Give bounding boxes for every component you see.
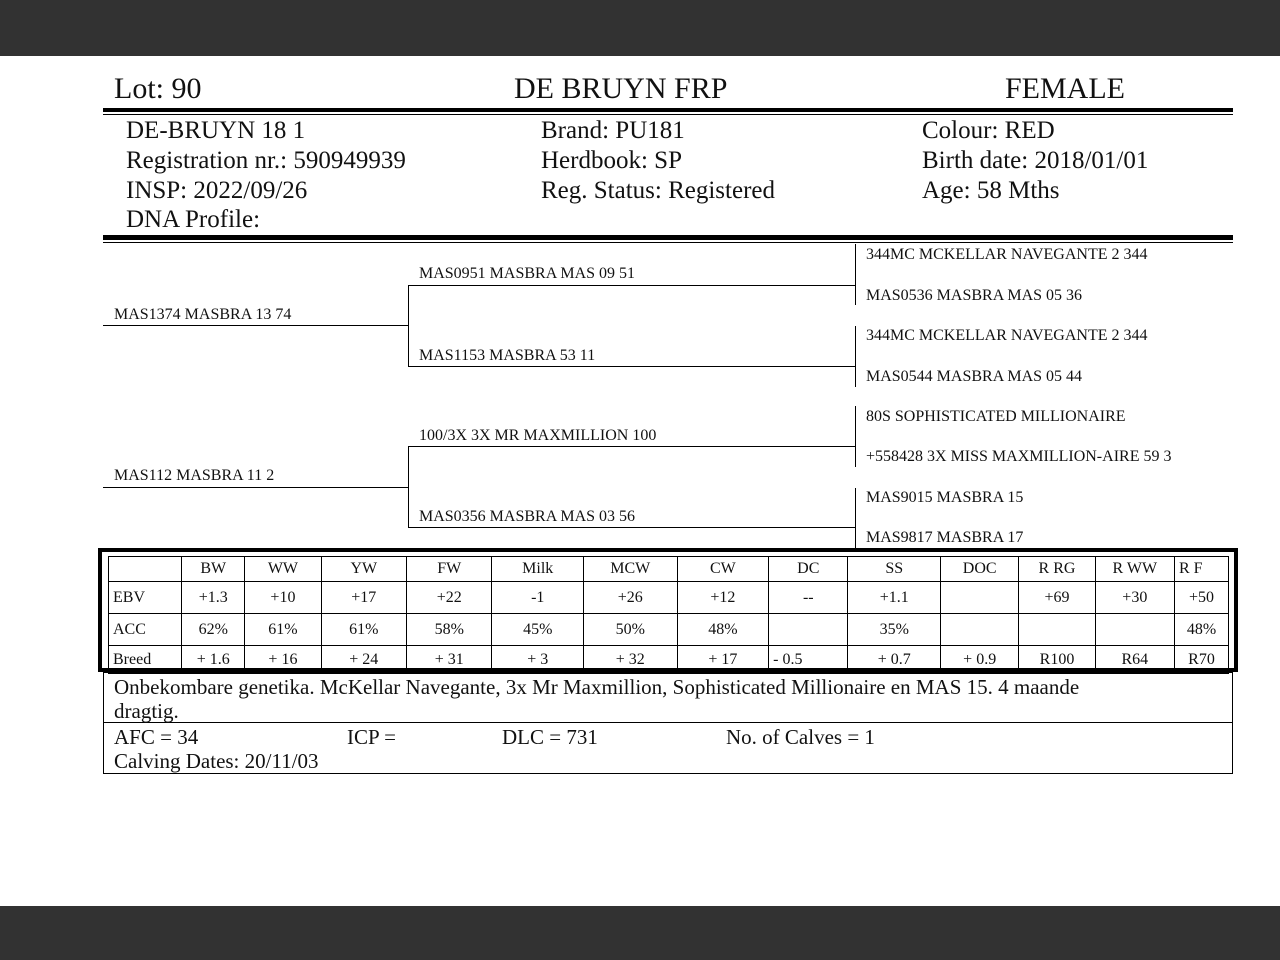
dna-profile: DNA Profile: (126, 206, 261, 233)
pedigree-bracket (408, 446, 409, 528)
ebv-cell (1095, 614, 1174, 646)
pedigree-sire-sire: MAS0951 MASBRA MAS 09 51 (419, 265, 636, 282)
ebv-cell: +22 (407, 582, 492, 614)
pedigree-bracket (855, 244, 856, 305)
ebv-cell: -1 (492, 582, 584, 614)
ebv-table (108, 556, 1229, 674)
inspection-date: INSP: 2022/09/26 (126, 177, 308, 204)
animal-name: DE-BRUYN 18 1 (126, 117, 306, 144)
ebv-header-cell: R F (1174, 557, 1228, 582)
pedigree-gg: MAS9015 MASBRA 15 (866, 489, 1024, 506)
ebv-cell: +10 (245, 582, 321, 614)
ebv-cell: - 0.5 (769, 646, 848, 674)
pedigree-line (408, 446, 855, 447)
ebv-header-cell: SS (848, 557, 941, 582)
ebv-cell: 61% (321, 614, 406, 646)
ebv-row-label: EBV (109, 582, 182, 614)
info-rule-thick (103, 235, 1233, 240)
ebv-cell: + 31 (407, 646, 492, 674)
ebv-row (109, 614, 1229, 646)
ebv-cell: + 0.7 (848, 646, 941, 674)
ebv-row-label: Breed (109, 646, 182, 674)
ebv-cell: 35% (848, 614, 941, 646)
ebv-cell: 62% (182, 614, 245, 646)
ebv-cell: 58% (407, 614, 492, 646)
herdbook: Herdbook: SP (541, 147, 682, 174)
ebv-cell: +50 (1174, 582, 1228, 614)
pedigree-sire: MAS1374 MASBRA 13 74 (114, 306, 292, 323)
dlc: DLC = 731 (502, 725, 598, 749)
ebv-cell: + 1.6 (182, 646, 245, 674)
pedigree-gg: MAS0544 MASBRA MAS 05 44 (866, 368, 1083, 385)
pedigree-line (103, 487, 408, 488)
pedigree-line (408, 366, 855, 367)
ebv-header-cell: DOC (941, 557, 1019, 582)
pedigree-gg: 344MC MCKELLAR NAVEGANTE 2 344 (866, 246, 1148, 263)
ebv-cell: + 24 (321, 646, 406, 674)
ebv-cell (941, 614, 1019, 646)
animal-sex: FEMALE (1005, 72, 1125, 105)
pedigree-gg: 80S SOPHISTICATED MILLIONAIRE (866, 408, 1126, 425)
ebv-header-cell: DC (769, 557, 848, 582)
ebv-header-cell: R RG (1019, 557, 1095, 582)
ebv-cell: 48% (677, 614, 769, 646)
pedigree-line (408, 527, 855, 528)
ebv-cell: 48% (1174, 614, 1228, 646)
ebv-cell: 50% (584, 614, 678, 646)
ebv-cell: + 0.9 (941, 646, 1019, 674)
ebv-cell (769, 614, 848, 646)
pedigree-dam: MAS112 MASBRA 11 2 (114, 467, 275, 484)
ebv-header-cell: BW (182, 557, 245, 582)
ebv-header-cell: WW (245, 557, 321, 582)
pedigree-bracket (855, 326, 856, 387)
ebv-row (109, 582, 1229, 614)
ebv-cell: +17 (321, 582, 406, 614)
ebv-cell: +69 (1019, 582, 1095, 614)
number-of-calves: No. of Calves = 1 (726, 725, 875, 749)
ebv-cell: -- (769, 582, 848, 614)
header-rule-thin (103, 114, 1233, 115)
ebv-header-cell (109, 557, 182, 582)
pedigree-line (103, 325, 408, 326)
pedigree-gg: 344MC MCKELLAR NAVEGANTE 2 344 (866, 327, 1148, 344)
registration-number: Registration nr.: 590949939 (126, 147, 406, 174)
ebv-cell: R64 (1095, 646, 1174, 674)
ebv-cell: + 16 (245, 646, 321, 674)
viewer-top-bar (0, 0, 1280, 56)
pedigree-bracket (855, 406, 856, 467)
viewer-bottom-bar (0, 906, 1280, 960)
pedigree-gg: +558428 3X MISS MAXMILLION-AIRE 59 3 (866, 448, 1172, 465)
ebv-header-cell: YW (321, 557, 406, 582)
ebv-header-cell: Milk (492, 557, 584, 582)
ebv-cell: +1.3 (182, 582, 245, 614)
notes-separator (103, 722, 1233, 723)
info-rule-thin (103, 242, 1233, 243)
ebv-cell: R70 (1174, 646, 1228, 674)
ebv-header-cell: MCW (584, 557, 678, 582)
pedigree-dam-dam: MAS0356 MASBRA MAS 03 56 (419, 508, 636, 525)
pedigree-gg: MAS9817 MASBRA 17 (866, 529, 1024, 546)
ebv-row (109, 646, 1229, 674)
ebv-header-cell: R WW (1095, 557, 1174, 582)
birth-date: Birth date: 2018/01/01 (922, 147, 1149, 174)
ebv-header-cell: CW (677, 557, 769, 582)
pedigree-line (408, 285, 855, 286)
ebv-row-label: ACC (109, 614, 182, 646)
calving-dates: Calving Dates: 20/11/03 (114, 749, 319, 773)
age: Age: 58 Mths (922, 177, 1060, 204)
ebv-cell: 45% (492, 614, 584, 646)
ebv-cell: + 17 (677, 646, 769, 674)
afc: AFC = 34 (114, 725, 199, 749)
ebv-cell: R100 (1019, 646, 1095, 674)
pedigree-gg: MAS0536 MASBRA MAS 05 36 (866, 287, 1083, 304)
header-rule-thick (103, 108, 1233, 112)
ebv-header-cell: FW (407, 557, 492, 582)
ebv-cell: +30 (1095, 582, 1174, 614)
lot-number: Lot: 90 (114, 72, 202, 105)
colour: Colour: RED (922, 117, 1055, 144)
ebv-cell: 61% (245, 614, 321, 646)
brand: Brand: PU181 (541, 117, 685, 144)
ebv-cell: +26 (584, 582, 678, 614)
ebv-cell (941, 582, 1019, 614)
animal-title: DE BRUYN FRP (514, 72, 728, 105)
ebv-cell: +12 (677, 582, 769, 614)
pedigree-bracket (855, 488, 856, 548)
icp: ICP = (347, 725, 396, 749)
ebv-header-row (109, 557, 1229, 582)
ebv-cell: + 32 (584, 646, 678, 674)
ebv-cell: +1.1 (848, 582, 941, 614)
comments-line-2: dragtig. (114, 699, 179, 723)
registration-status: Reg. Status: Registered (541, 177, 775, 204)
pedigree-bracket (408, 285, 409, 367)
ebv-cell: + 3 (492, 646, 584, 674)
comments-line-1: Onbekombare genetika. McKellar Navegante, 3x Mr Maxmillion, Sophisticated Millionaire en MAS 15. 4 maande (114, 675, 1080, 699)
pedigree-sire-dam: MAS1153 MASBRA 53 11 (419, 347, 596, 364)
pedigree-dam-sire: 100/3X 3X MR MAXMILLION 100 (419, 427, 657, 444)
ebv-cell (1019, 614, 1095, 646)
